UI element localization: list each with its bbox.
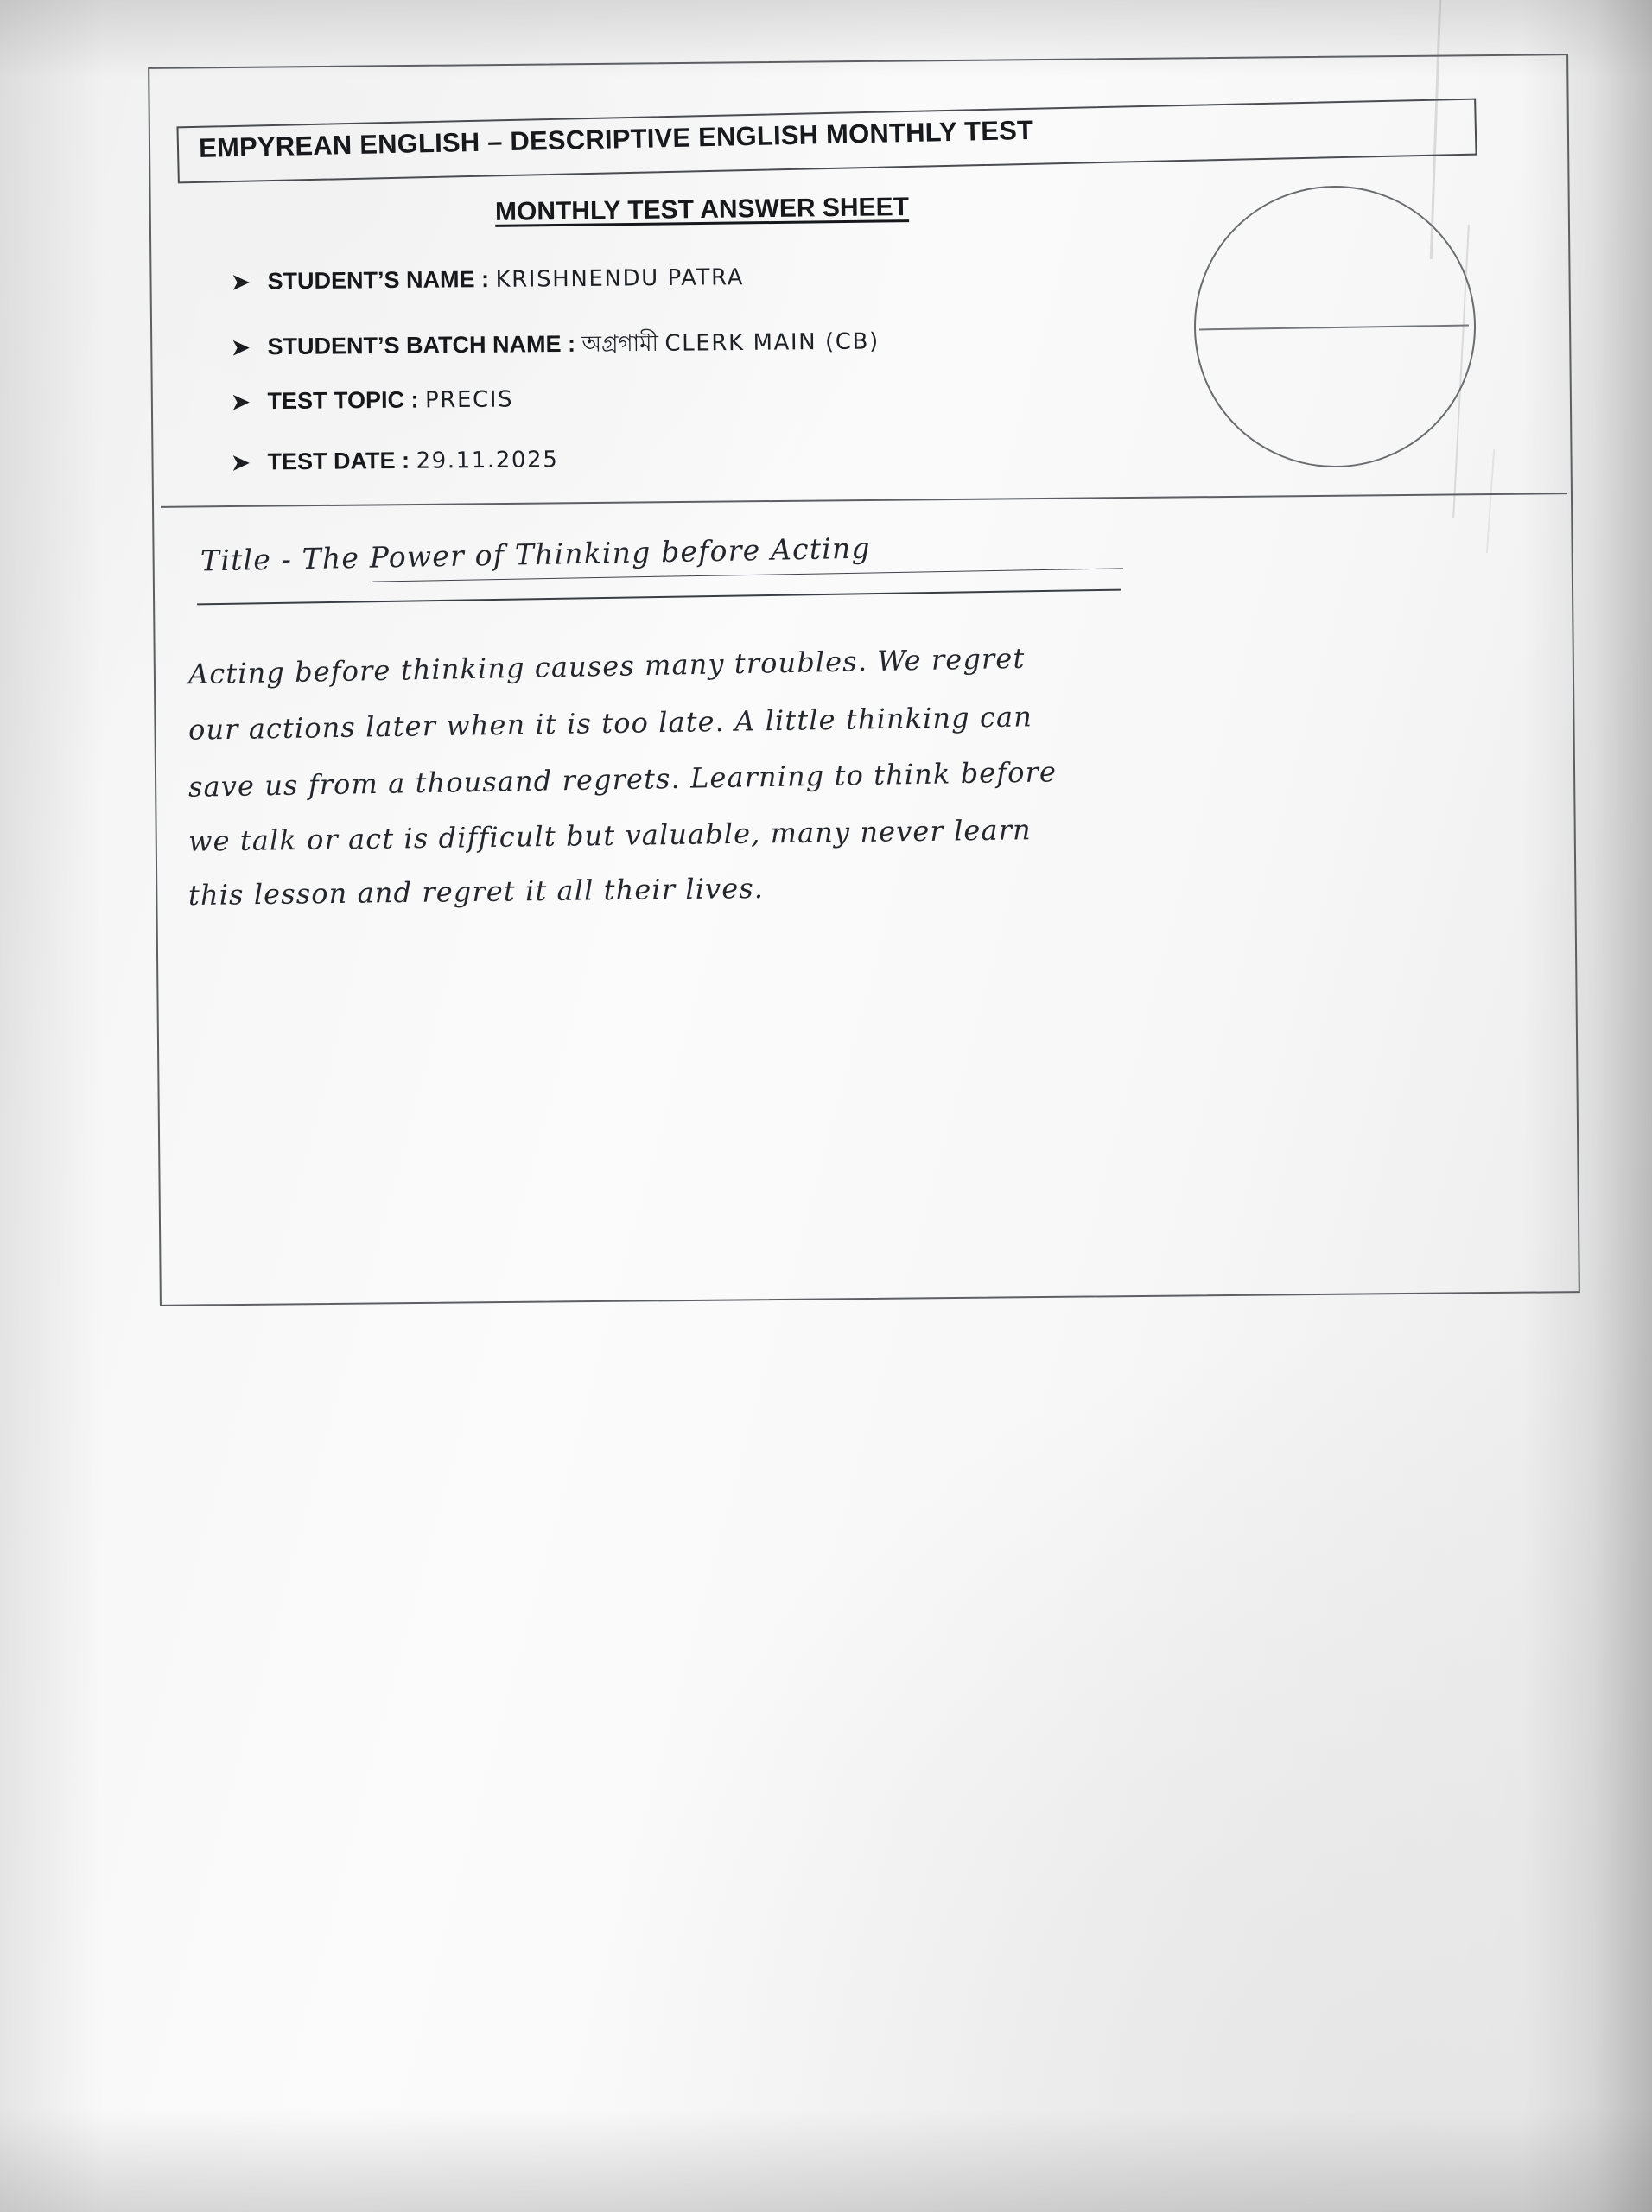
bullet-arrow-icon: ➤ bbox=[231, 450, 251, 475]
field-test-topic bbox=[232, 385, 513, 415]
page-bottom-shadow bbox=[0, 2108, 1652, 2212]
field-value: 29.11.2025 bbox=[416, 447, 559, 474]
field-value: PRECIS bbox=[424, 386, 514, 414]
field-label: STUDENT’S NAME : bbox=[267, 265, 490, 295]
field-value-bengali: অগ্রগামী bbox=[581, 330, 659, 358]
answer-title: Title - The Power of Thinking before Acting bbox=[200, 531, 872, 578]
field-value: CLERK MAIN (CB) bbox=[664, 328, 880, 357]
field-batch-name bbox=[232, 323, 880, 367]
bullet-arrow-icon: ➤ bbox=[231, 335, 251, 360]
page-subtitle: MONTHLY TEST ANSWER SHEET bbox=[494, 193, 910, 226]
answer-body-line: this lesson and regret it all their lives. bbox=[187, 871, 765, 912]
field-student-name bbox=[232, 264, 744, 296]
page-left-shadow bbox=[0, 0, 104, 2212]
page-title: EMPYREAN ENGLISH – DESCRIPTIVE ENGLISH MONTHLY TEST bbox=[198, 114, 1034, 163]
bullet-arrow-icon: ➤ bbox=[231, 270, 251, 295]
answer-body-line: save us from a thousand regrets. Learning to think before bbox=[187, 755, 1058, 804]
answer-body-line: our actions later when it is too late. A little thinking can bbox=[187, 700, 1033, 747]
field-label: STUDENT’S BATCH NAME : bbox=[267, 330, 576, 360]
field-test-date bbox=[232, 446, 559, 476]
field-label: TEST TOPIC : bbox=[267, 386, 419, 415]
field-value: KRISHNENDU PATRA bbox=[495, 264, 745, 293]
answer-body-line: Acting before thinking causes many troubles. We regret bbox=[187, 641, 1026, 691]
bullet-arrow-icon: ➤ bbox=[231, 390, 251, 415]
field-label: TEST DATE : bbox=[267, 447, 410, 475]
answer-body-line: we talk or act is difficult but valuable, many never learn bbox=[187, 813, 1032, 858]
